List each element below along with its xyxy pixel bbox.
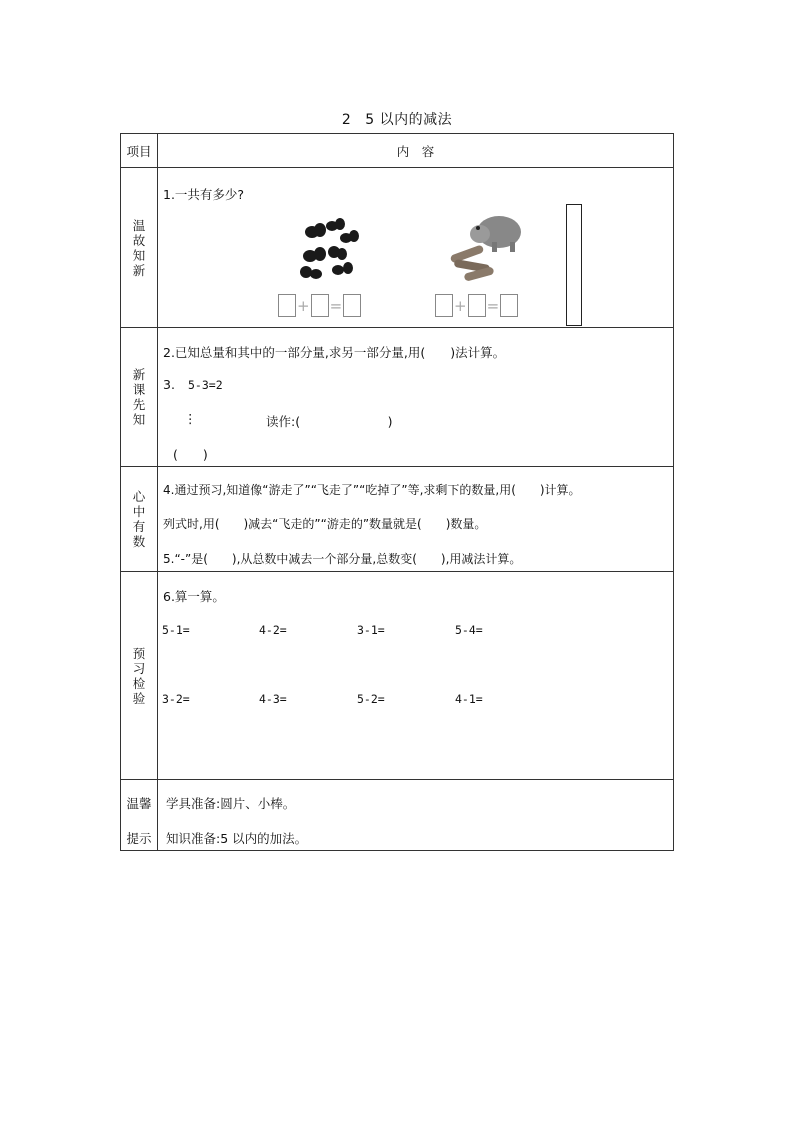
calc-item: 5-4= (455, 623, 483, 637)
q3-expression: 5-3=2 (188, 378, 223, 392)
answer-box-1a[interactable] (278, 294, 296, 317)
review-label: 温故知新 (132, 217, 146, 278)
equation-row-1 (278, 294, 361, 317)
in-mind-label-cell (121, 467, 158, 572)
tips-content-cell (158, 780, 674, 851)
calc-item: 4-3= (259, 692, 287, 706)
plus-sign: + (297, 296, 310, 315)
lesson-title: 5 以内的减法 (365, 112, 453, 128)
butterfly-cluster-image (296, 214, 366, 284)
tips-label-top: 温馨 (126, 796, 152, 811)
q3-read-as: 读作:( ) (266, 414, 393, 429)
new-lesson-label: 新课先知 (132, 367, 146, 427)
new-lesson-content-cell (158, 328, 674, 467)
lesson-number: 2 (341, 112, 352, 128)
worksheet-table (120, 133, 674, 851)
answer-box-2b[interactable] (468, 294, 486, 317)
q2-text: 2.已知总量和其中的一部分量,求另一部分量,用( )法计算。 (163, 345, 506, 360)
equals-sign: = (329, 296, 343, 315)
check-content-cell (158, 572, 674, 780)
calc-item: 3-2= (162, 692, 190, 706)
calc-item: 5-2= (357, 692, 385, 706)
hippo-with-logs-image (444, 206, 528, 286)
q1-text: 1.一共有多少? (163, 187, 245, 202)
review-label-cell (121, 168, 158, 328)
tips-label-cell (121, 780, 158, 851)
header-item-cell (121, 134, 158, 168)
header-content-cell (158, 134, 674, 168)
header-content-label: 内 容 (396, 143, 435, 159)
calc-item: 3-1= (357, 623, 385, 637)
new-lesson-label-cell (121, 328, 158, 467)
answer-box-1c[interactable] (343, 294, 361, 317)
q6-text: 6.算一算。 (163, 589, 225, 604)
total-answer-box[interactable] (566, 204, 582, 326)
in-mind-label: 心中有数 (132, 489, 146, 549)
review-content-cell (158, 168, 674, 328)
calc-item: 4-1= (455, 692, 483, 706)
q5-text: 5.“-”是( ),从总数中减去一个部分量,总数变( ),用减法计算。 (163, 552, 522, 566)
in-mind-content-cell (158, 467, 674, 572)
q4-line2: 列式时,用( )减去“飞走的”“游走的”数量就是( )数量。 (163, 517, 487, 531)
q3-number: 3. (163, 377, 175, 392)
q4-line1: 4.通过预习,知道像“游走了”“飞走了”“吃掉了”等,求剩下的数量,用( )计算。 (163, 483, 581, 497)
check-label: 预习检验 (132, 645, 146, 706)
answer-box-1b[interactable] (311, 294, 329, 317)
worksheet-title (0, 109, 794, 129)
tips-line1: 学具准备:圆片、小棒。 (166, 796, 296, 811)
tips-line2: 知识准备:5 以内的加法。 (166, 831, 308, 846)
calc-item: 5-1= (162, 623, 190, 637)
equals-sign: = (486, 296, 500, 315)
header-item-label: 项目 (126, 143, 152, 159)
equation-row-2 (435, 294, 518, 317)
answer-box-2c[interactable] (500, 294, 518, 317)
calc-item: 4-2= (259, 623, 287, 637)
q3-blank: ( ) (173, 447, 208, 462)
q3-dots: ⋮ (184, 411, 197, 426)
tips-label-bottom: 提示 (126, 831, 152, 846)
plus-sign: + (454, 296, 467, 315)
check-label-cell (121, 572, 158, 780)
answer-box-2a[interactable] (435, 294, 453, 317)
